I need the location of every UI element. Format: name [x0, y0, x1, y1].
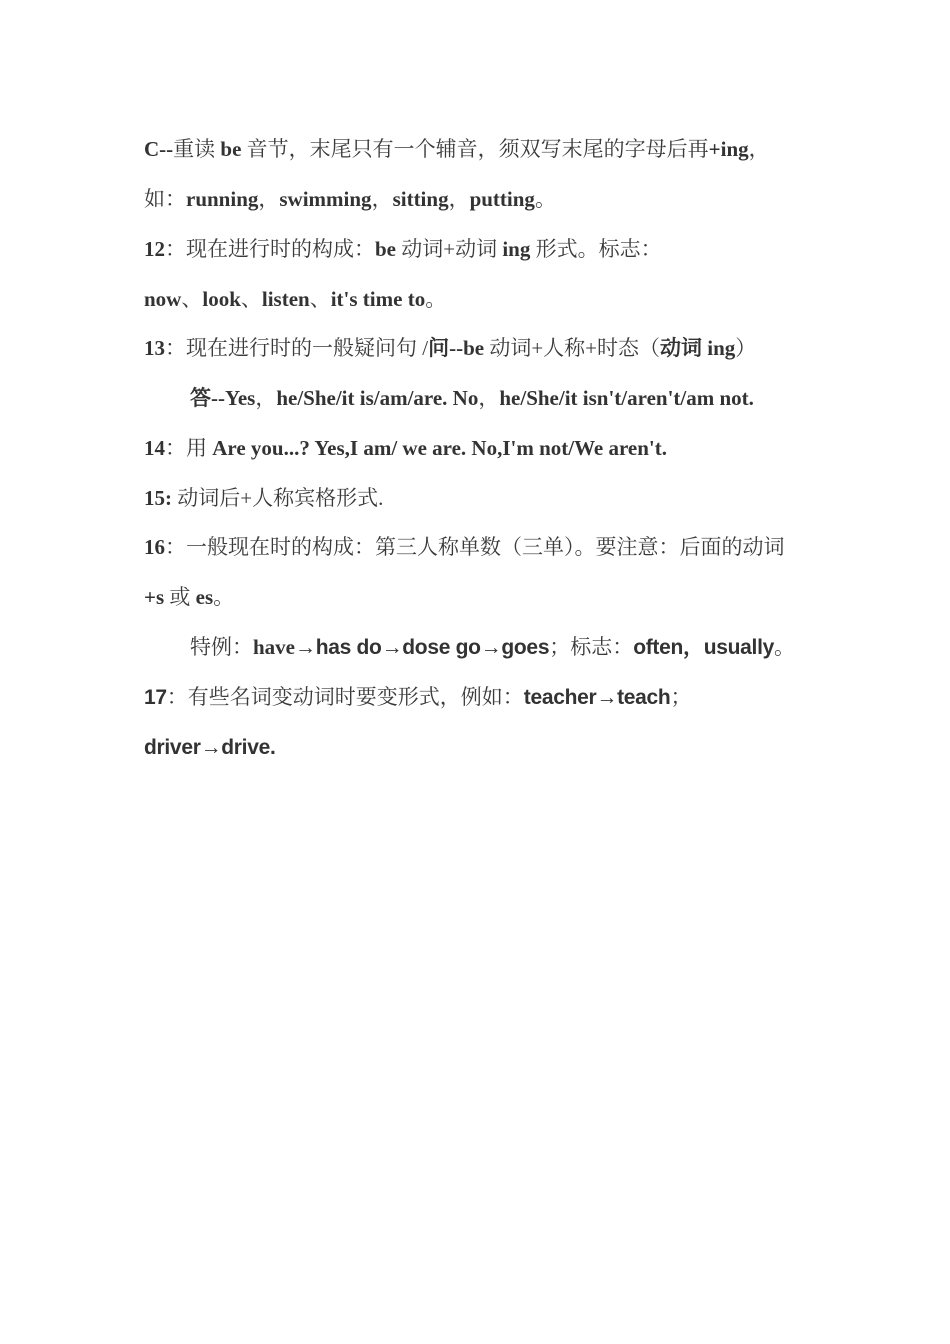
text-segment: he/She/it isn't/aren't/am not.: [499, 386, 754, 410]
text-segment: ；: [670, 685, 692, 709]
text-segment: driver→drive.: [144, 736, 276, 759]
text-segment: ，: [683, 636, 704, 659]
text-segment: 动词 ing: [660, 336, 736, 360]
text-segment: Are you...? Yes,I am/ we are. No,I'm not/We aren't.: [212, 436, 668, 460]
text-segment: swimming: [279, 187, 372, 211]
text-segment: 如：: [144, 187, 186, 211]
text-segment: 15:: [144, 486, 172, 510]
text-segment: 动词+人称+时态（: [484, 336, 661, 360]
text-segment: he/She/it is/am/are. No: [276, 386, 479, 410]
text-segment: 、: [181, 287, 203, 311]
text-line-7: [144, 432, 824, 464]
text-segment: ：现在进行时的构成：: [165, 237, 375, 261]
text-segment: ）: [735, 336, 757, 360]
text-segment: 。: [534, 187, 556, 211]
text-segment: sitting: [392, 187, 449, 211]
text-segment: →has do→dose go→goes: [295, 636, 550, 659]
text-segment: now: [144, 287, 182, 311]
text-segment: 17: [144, 686, 167, 709]
text-segment: +ing: [708, 137, 749, 161]
text-segment: 。: [213, 585, 235, 609]
text-segment: putting: [469, 187, 535, 211]
text-line-8: [144, 482, 824, 514]
text-segment: ，: [448, 187, 470, 211]
text-segment: 特例：: [190, 635, 253, 659]
text-segment: 音节，末尾只有一个辅音，须双写末尾的字母后再: [241, 137, 709, 161]
text-segment: listen: [261, 287, 310, 311]
text-segment: 或: [164, 585, 196, 609]
text-segment: usually: [703, 636, 774, 659]
text-segment: 动词后+人称宾格形式.: [172, 486, 384, 510]
text-segment: ing: [502, 237, 531, 261]
text-segment: ，: [478, 386, 500, 410]
text-segment: 14: [144, 436, 165, 460]
text-segment: be: [220, 137, 242, 161]
text-segment: 。: [425, 287, 447, 311]
text-segment: 13: [144, 336, 165, 360]
text-line-2: [144, 183, 824, 215]
text-segment: ：有些名词变动词时要变形式，例如：: [166, 685, 524, 709]
text-segment: ，: [255, 386, 277, 410]
text-line-13: [144, 731, 824, 763]
text-segment: es: [195, 585, 214, 609]
text-line-6: [190, 382, 870, 414]
text-segment: 、: [240, 287, 262, 311]
text-segment: have: [253, 635, 295, 659]
text-segment: ：一般现在时的构成：第三人称单数（三单）。要注意：后面的动词: [165, 535, 785, 559]
text-segment: it's time to: [330, 287, 426, 311]
text-segment: 重读: [173, 137, 221, 161]
text-segment: ：现在进行时的一般疑问句 /: [165, 336, 429, 360]
text-segment: be: [375, 237, 396, 261]
text-segment: ，: [371, 187, 393, 211]
text-segment: ；标志：: [549, 635, 634, 659]
text-segment: often: [633, 636, 684, 659]
text-segment: ，: [258, 187, 280, 211]
text-segment: look: [202, 287, 241, 311]
text-segment: 。: [774, 635, 795, 659]
text-line-9: [144, 531, 824, 563]
text-segment: 12: [144, 237, 165, 261]
text-segment: 动词+动词: [396, 237, 503, 261]
text-segment: ，: [748, 137, 770, 161]
text-line-3: [144, 233, 824, 265]
text-segment: C--: [144, 137, 174, 161]
text-segment: running: [186, 187, 259, 211]
text-segment: 16: [144, 535, 165, 559]
text-line-4: [144, 283, 824, 315]
text-segment: 形式。标志：: [530, 237, 662, 261]
text-segment: 、: [309, 287, 331, 311]
text-segment: +s: [144, 585, 165, 609]
text-line-5: [144, 332, 824, 364]
text-segment: 答--Yes: [190, 386, 256, 410]
text-line-1: [144, 133, 824, 165]
text-segment: 问--be: [428, 336, 485, 360]
text-line-11: [190, 631, 870, 663]
text-segment: teacher→teach: [523, 686, 671, 709]
text-line-10: [144, 581, 824, 613]
text-line-12: [144, 681, 824, 713]
text-segment: ：用: [165, 436, 213, 460]
